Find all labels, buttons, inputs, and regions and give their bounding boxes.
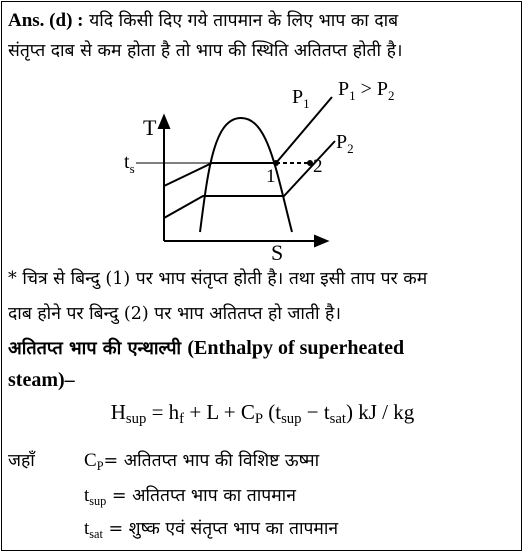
answer-line-2: संतृप्त दाब से कम होता है तो भाप की स्थिति अतितप्त होती है।	[8, 41, 403, 61]
pressure-relation: $P_1 > P_2$	[338, 78, 395, 103]
point-1-label: 1	[266, 166, 276, 187]
point-2-label: 2	[313, 156, 323, 177]
answer-text-1: यदि किसी दिए गये तापमान के लिए भाप का दाब	[89, 11, 399, 31]
enthalpy-equation: $H_{sup} = h_f + L + C_P$ $(t_{sup} - t_{sat})$ kJ / kg	[110, 400, 415, 427]
saturation-dome	[200, 118, 292, 232]
axis-y-label: T	[143, 115, 157, 140]
heading-english-1: (Enthalpy of superheated	[187, 337, 405, 359]
p2-curve	[164, 141, 335, 218]
note-line-1: * चित्र से बिन्दु (1) पर भाप संतृप्त होती है। तथा इसी ताप पर कम	[8, 269, 428, 289]
y-axis-arrow	[159, 116, 169, 128]
ts-label: $t_s$	[124, 151, 135, 176]
note-line-2: दाब होने पर बिन्दु (2) पर भाप अतितप्त हो जाती है।	[8, 304, 341, 324]
tsup-definition: $t_{sup}$ = अतितप्त भाप का तापमान	[84, 485, 296, 508]
p1-label: $P_1$	[292, 86, 310, 111]
axis-x-label: S	[271, 240, 284, 265]
where-label: जहाँ	[8, 451, 35, 471]
p2-label: $P_2$	[336, 131, 354, 156]
answer-label: Ans. (d) :	[8, 10, 84, 31]
heading-english-2: steam)–	[8, 369, 75, 391]
x-axis-arrow	[315, 236, 327, 246]
tsat-definition: $t_{sat}$ = शुष्क एवं संतृप्त भाप का तापमान	[84, 518, 339, 541]
heading-line-1	[8, 336, 404, 360]
cp-definition: $C_P=$ अतितप्त भाप की विशिष्ट ऊष्मा	[84, 450, 320, 473]
heading-hindi: अतितप्त भाप की एन्थाल्पी	[8, 338, 182, 359]
